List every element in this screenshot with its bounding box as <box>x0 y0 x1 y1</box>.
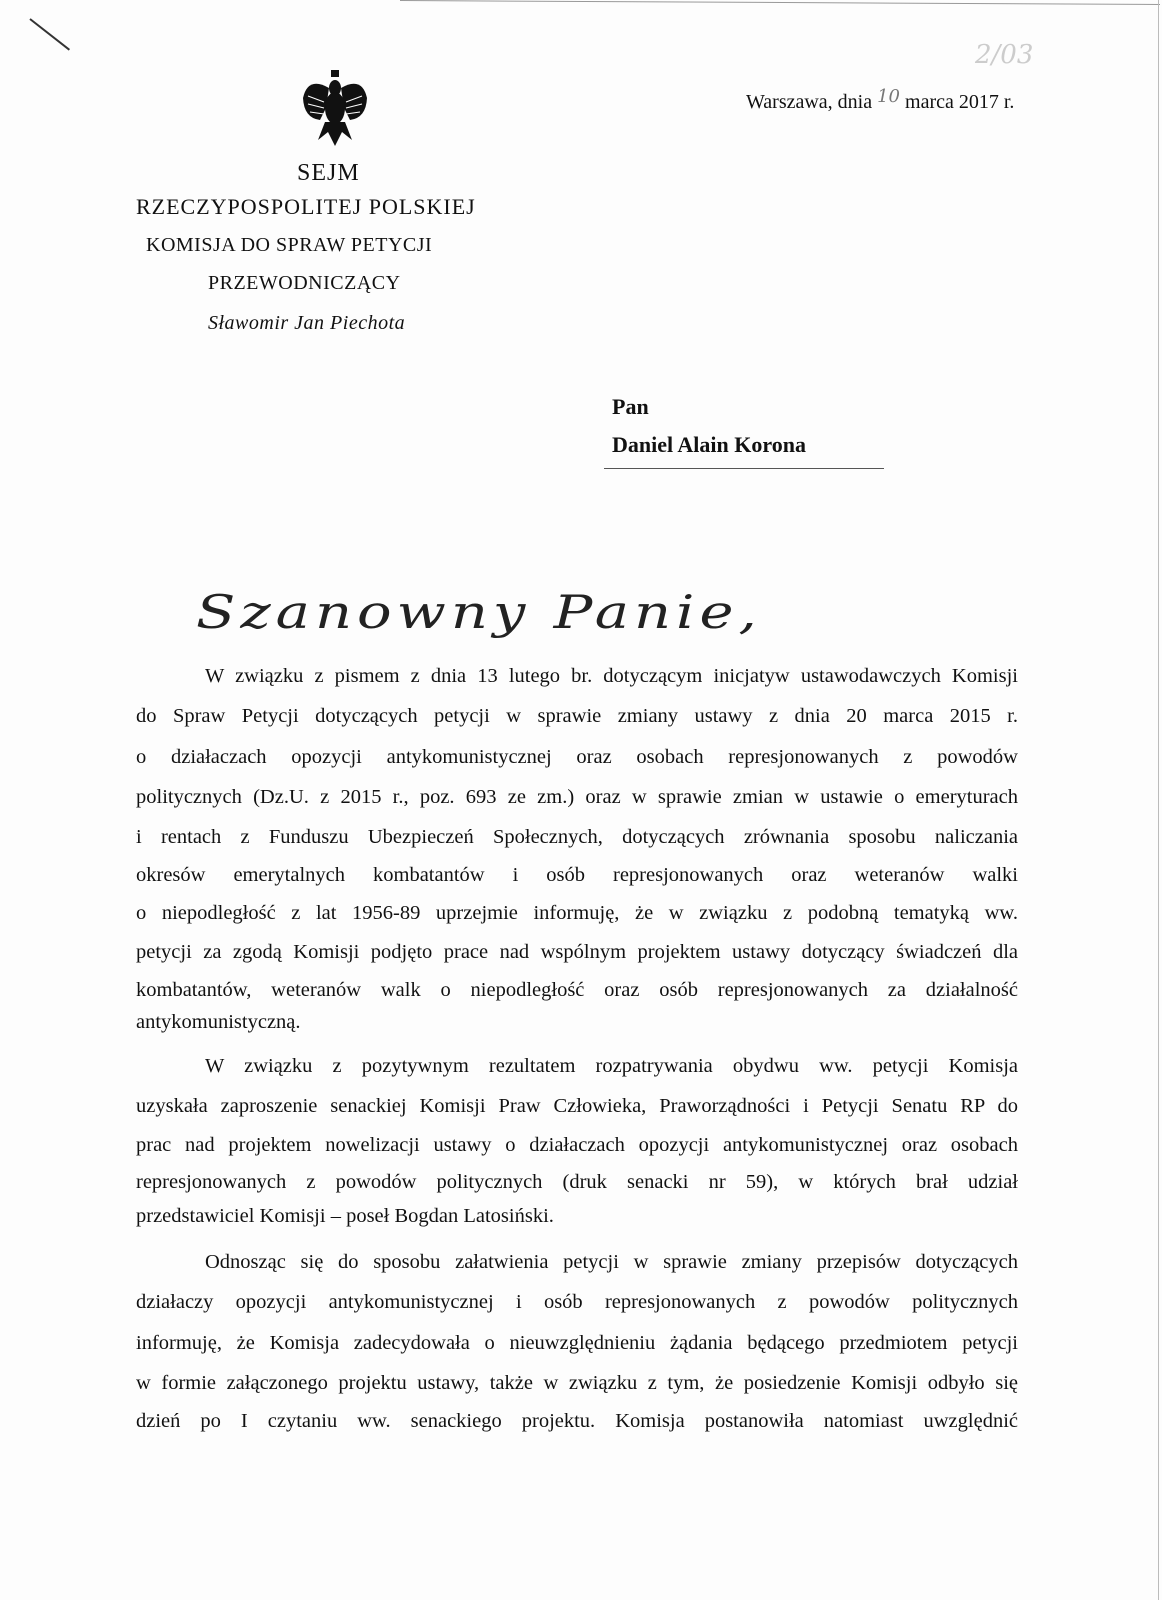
text-line: o działaczach opozycji antykomunistycznej oraz osobach represjonowanych z powodów <box>136 746 1018 768</box>
chairman-name: Sławomir Jan Piechota <box>208 312 406 334</box>
text-line: w formie załączonego projektu ustawy, także w związku z tym, że posiedzenie Komisji odbyło się <box>136 1372 1018 1394</box>
text-line: uzyskała zaproszenie senackiej Komisji Praw Człowieka, Praworządności i Petycji Senatu RP do <box>136 1095 1018 1117</box>
handwritten-day: 10 <box>877 86 901 107</box>
polish-eagle-emblem-icon <box>300 68 370 148</box>
text-line: Odnosząc się do sposobu załatwienia petycji w sprawie zmiany przepisów dotyczących <box>205 1251 1018 1273</box>
chairman-title: PRZEWODNICZĄCY <box>208 272 401 294</box>
text-line: dzień po I czytaniu ww. senackiego projektu. Komisja postanowiła natomiast uwzględnić <box>136 1410 1018 1432</box>
text-line: przedstawiciel Komisji – poseł Bogdan Latosiński. <box>136 1205 554 1227</box>
text-line: do Spraw Petycji dotyczących petycji w sprawie zmiany ustawy z dnia 20 marca 2015 r. <box>136 705 1018 727</box>
scan-edge <box>400 0 1160 5</box>
institution-title: SEJM <box>297 160 360 186</box>
pencil-mark: 2/03 <box>975 40 1034 70</box>
pen-mark <box>29 18 70 50</box>
text-line: informuję, że Komisja zadecydowała o nieuwzględnieniu żądania będącego przedmiotem petycji <box>136 1332 1018 1354</box>
text-line: W związku z pozytywnym rezultatem rozpatrywania obydwu ww. petycji Komisja <box>205 1055 1018 1077</box>
institution-subtitle: RZECZYPOSPOLITEJ POLSKIEJ <box>136 194 476 219</box>
date-suffix: marca 2017 r. <box>905 91 1015 113</box>
scan-edge <box>1158 0 1159 1600</box>
committee-name: KOMISJA DO SPRAW PETYCJI <box>146 234 433 256</box>
address-underline <box>604 468 884 469</box>
text-line: okresów emerytalnych kombatantów i osób represjonowanych oraz weteranów walki <box>136 864 1018 886</box>
text-line: petycji za zgodą Komisji podjęto prace nad wspólnym projektem ustawy dotyczący świadczeń dla <box>136 941 1018 963</box>
handwritten-salutation: Szanowny Panie, <box>196 585 762 639</box>
date-prefix: Warszawa, dnia <box>746 91 873 113</box>
text-line: działaczy opozycji antykomunistycznej i osób represjonowanych z powodów politycznych <box>136 1291 1018 1313</box>
recipient-salutation: Pan <box>612 394 649 419</box>
text-line: prac nad projektem nowelizacji ustawy o działaczach opozycji antykomunistycznej oraz osobach <box>136 1134 1018 1156</box>
text-line: represjonowanych z powodów politycznych (druk senacki nr 59), w których brał udział <box>136 1171 1018 1193</box>
text-line: o niepodległość z lat 1956-89 uprzejmie informuję, że w związku z podobną tematyką ww. <box>136 902 1018 924</box>
text-line: i rentach z Funduszu Ubezpieczeń Społecznych, dotyczących zrównania sposobu naliczania <box>136 826 1018 848</box>
text-line: W związku z pismem z dnia 13 lutego br. dotyczącym inicjatyw ustawodawczych Komisji <box>205 665 1018 687</box>
recipient-name: Daniel Alain Korona <box>612 432 806 457</box>
letter-date <box>746 86 1014 114</box>
text-line: antykomunistyczną. <box>136 1011 301 1033</box>
text-line: kombatantów, weteranów walk o niepodległość oraz osób represjonowanych za działalność <box>136 979 1018 1001</box>
text-line: politycznych (Dz.U. z 2015 r., poz. 693 ze zm.) oraz w sprawie zmian w ustawie o emeryturach <box>136 786 1018 808</box>
